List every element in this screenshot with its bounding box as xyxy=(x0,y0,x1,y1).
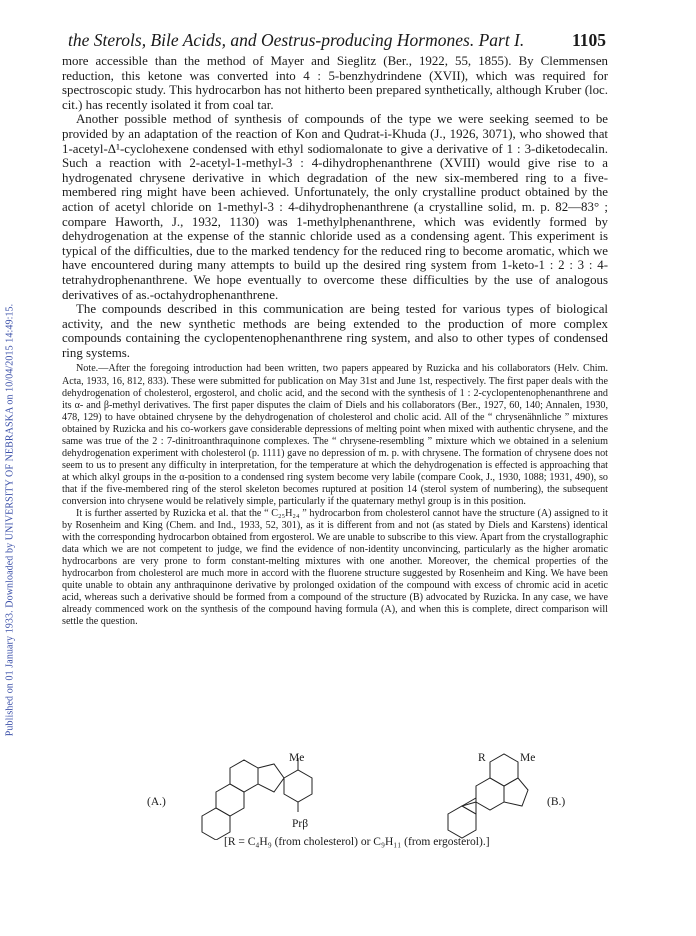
structure-b-label: (B.) xyxy=(547,796,566,808)
structure-a-label: (A.) xyxy=(147,796,166,808)
figure-caption: [R = C₄H₉ (from cholesterol) or C₉H₁₁ (from ergosterol).] xyxy=(224,836,490,848)
propyl-label-a: Prβ xyxy=(292,818,309,830)
article-body xyxy=(62,54,608,629)
note-paragraph: Note.—After the foregoing introduction had been written, two papers appeared by Ruzicka and his collaborators (Helv. Chim. Acta, 1933, 16, 812, 833). These were submitted for publication on May 31st and June 1st, respectively. The first paper deals with the dehydrogenation of cholesterol, ergosterol, and cholic acid, and the second with the synthesis of 1 : 2-cyclopentenophenanthrene and its α- and β-methyl derivatives. The first paper disputes the claim of Diels and his collaborators (Ber., 1927, 60, 140; Annalen, 1930, 478, 129) to have obtained chrysene by the dehydrogenation of cholesterol and cholic acid. All of the “ chrysenähnliche ” mixtures obtained by Ruzicka and his co-workers gave considerable depressions of melting point when mixed with authentic chrysene, and the same was true of the 2 : 7-dinitroanthraquinone complexes. The “ chrysene-resembling ” mixture which we obtained in a selenium dehydrogenation experiment with cholesterol (p. 1111) gave no depression of m. p. with chrysene. The formation of chrysene does not seem to us to present any difficulty in interpretation, for the temperature at which the dehydrogenation is effected is approaching that at which alkyl groups in the α-position to a condensed ring system become very labile (compare Cook, J., 1930, 1088; 1931, 490), so that if the five-membered ring of the sterol skeleton becomes ruptured at position 14 (sterol system of numbering), the subsequent conversion into chrysene would be relatively simple, particularly if the quaternary methyl group is in this position. xyxy=(62,363,608,507)
ring xyxy=(230,760,258,792)
structure-b-diagram xyxy=(420,752,550,840)
note-paragraph: It is further asserted by Ruzicka et al. that the “ C₂₅H₂₄ ” hydrocarbon from cholesterol cannot have the structure (A) assigned to it by Rosenheim and King (Chem. and Ind., 1933, 52, 301), as it is different from and not (as stated by Diels and Karstens) identical with the corresponding hydrocarbon obtained from ergosterol. We are unable to subscribe to this view. Apart from the crystallographic data which we are not competent to judge, we find the evidence of non-identity unconvincing, particularly as the higher aromatic hydrocarbons are very prone to form constant-melting mixtures with one another. Moreover, the chemical properties of the hydrocarbon from cholesterol are much more in accord with the fluorene structure suggested by Rosenheim and King. We have been quite unable to obtain any anthraquinone derivative by prolonged oxidation of the compound with excess of chromic acid in acetic acid, whereas such a derivative should be formed from a compound of the structure (B) advocated by Ruzicka. In any case, we have already commenced work on the synthesis of the compound having formula (A), and when this is complete, direct comparison will settle the question. xyxy=(62,508,608,628)
ring xyxy=(448,806,476,838)
ring xyxy=(284,770,312,802)
download-watermark xyxy=(3,150,17,890)
running-header xyxy=(68,30,606,51)
page-number: 1105 xyxy=(571,30,606,50)
structure-a-diagram xyxy=(180,752,350,840)
ring xyxy=(504,778,528,806)
download-watermark-text: Published on 01 January 1933. Downloaded by UNIVERSITY OF NEBRASKA on 10/04/2015 14:49:15. xyxy=(4,303,16,737)
footnote-block xyxy=(62,363,608,628)
methyl-label-a: Me xyxy=(289,752,305,764)
ring xyxy=(462,798,476,814)
ring xyxy=(216,784,244,816)
r-group-label-b: R xyxy=(478,752,486,764)
ring xyxy=(476,778,504,810)
methyl-label-b: Me xyxy=(520,752,536,764)
ring xyxy=(258,764,284,792)
paragraph: more accessible than the method of Mayer and Sieglitz (Ber., 1922, 55, 1855). By Clemmensen reduction, this ketone was converted into 4 : 5-benzhydrindene (XVII), which was required for spectroscopic study. This hydrocarbon has not hitherto been prepared synthetically, although Kruber (loc. cit.) has recently isolated it from coal tar. xyxy=(62,54,608,112)
bond xyxy=(462,802,476,806)
paragraph: The compounds described in this communication are being tested for various types of biological activity, and the new synthetic methods are being extended to the production of more complex compounds containing the cyclopentenophenanthrene ring system, and also to other types of condensed ring systems. xyxy=(62,302,608,360)
paragraph: Another possible method of synthesis of compounds of the type we were seeking seemed to be provided by an adaptation of the reaction of Kon and Qudrat-i-Khuda (J., 1926, 3071), who showed that 1-acetyl-Δ¹-cyclohexene condensed with ethyl sodiomalonate to give a derivative of 1 : 3-diketodecalin. Such a reaction with 2-acetyl-1-methyl-3 : 4-dihydrophenanthrene (XVIII) would give rise to a hydrogenated chrysene derivative in which degradation of the new six-membered ring to a five-membered ring might have been achieved. Unfortunately, the only crystalline product obtained by the action of acetyl chloride on 1-methyl-3 : 4-dihydrophenanthrene (a crystalline solid, m. p. 82—83° ; compare Haworth, J., 1932, 1130) was 1-methylphenanthrene, which was evidently formed by dehydrogenation at the expense of the stannic chloride used as a condensing agent. This experiment is typical of the difficulties, due to the marked tendency for the reduced ring to become aromatic, which we have encountered during many attempts to build up the desired ring system from 1-keto-1 : 2 : 3 : 4-tetrahydrophenanthrene. We hope eventually to overcome these difficulties by the use of analogous derivatives of as.-octahydrophenanthrene. xyxy=(62,112,608,302)
running-title: the Sterols, Bile Acids, and Oestrus-producing Hormones. Part I. xyxy=(68,30,525,50)
ring xyxy=(490,754,518,786)
